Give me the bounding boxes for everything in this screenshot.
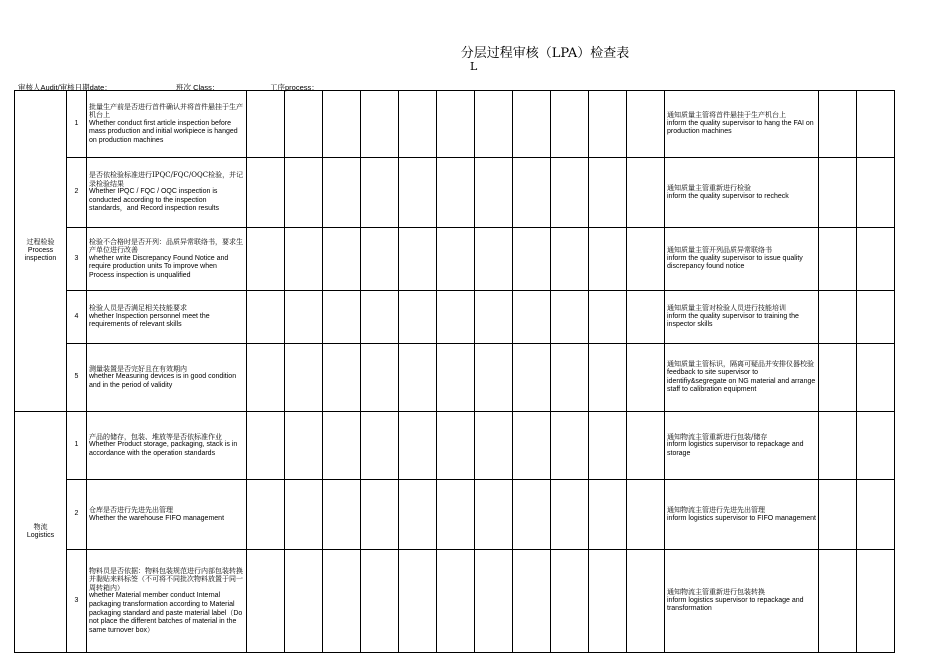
remark-cell[interactable] [857,91,895,158]
class-label: 班次 Class： [176,83,220,92]
audit-result-cell[interactable] [399,344,437,412]
audit-result-cell[interactable] [247,291,285,344]
remark-cell[interactable] [857,480,895,550]
audit-result-cell[interactable] [285,158,323,228]
check-item-en: whether write Discrepancy Found Notice and require production units To improve when Process inspection is unqualified [89,254,229,279]
audit-result-cell[interactable] [551,291,589,344]
remark-cell[interactable] [857,228,895,291]
audit-result-cell[interactable] [475,344,513,412]
remark-cell[interactable] [819,291,857,344]
audit-result-cell[interactable] [399,550,437,653]
audit-result-cell[interactable] [437,344,475,412]
audit-result-cell[interactable] [361,480,399,550]
audit-result-cell[interactable] [399,412,437,480]
audit-result-cell[interactable] [551,480,589,550]
audit-result-cell[interactable] [513,480,551,550]
item-number: 2 [67,158,87,228]
audit-result-cell[interactable] [399,480,437,550]
action-en: inform the quality supervisor to hang the FAI on production machines [667,119,814,136]
item-number: 1 [67,91,87,158]
check-item-cn: 物料员是否依据：物料包装规范进行内部包装转换并黏贴来料标签（不可将不同批次物料放置于同一周转箱内） [89,566,243,592]
audit-result-cell[interactable] [285,228,323,291]
audit-result-cell[interactable] [323,412,361,480]
audit-result-cell[interactable] [589,480,627,550]
audit-result-cell[interactable] [323,344,361,412]
audit-result-cell[interactable] [361,344,399,412]
audit-result-cell[interactable] [589,158,627,228]
audit-result-cell[interactable] [323,550,361,653]
audit-result-cell[interactable] [627,550,665,653]
check-item-cell [87,550,247,653]
action-cell [665,550,819,653]
audit-result-cell[interactable] [361,91,399,158]
action-cn: 通知物流主管进行先进先出管理 [667,505,765,514]
audit-result-cell[interactable] [285,412,323,480]
audit-result-cell[interactable] [361,412,399,480]
action-cell [665,480,819,550]
audit-result-cell[interactable] [247,91,285,158]
item-number: 3 [67,550,87,653]
audit-result-cell[interactable] [247,228,285,291]
audit-result-cell[interactable] [399,158,437,228]
audit-result-cell[interactable] [475,480,513,550]
check-item-cn: 检验不合格时是否开列：品质异常联络书，要求生产单位进行改善 [89,237,243,255]
checklist-row [15,158,895,228]
action-cn: 通知质量主管标识，隔离可疑品并安排仪器校验 [667,360,814,369]
audit-result-cell[interactable] [361,158,399,228]
checklist-row [15,412,895,480]
check-item-cell [87,291,247,344]
audit-result-cell[interactable] [285,480,323,550]
audit-result-cell[interactable] [247,344,285,412]
check-item-en: Whether IPQC / FQC / OQC inspection is conducted according to the inspection standards，and Record inspection results [89,188,219,213]
audit-result-cell[interactable] [323,158,361,228]
audit-result-cell[interactable] [475,412,513,480]
audit-result-cell[interactable] [247,158,285,228]
audit-result-cell[interactable] [551,412,589,480]
audit-result-cell[interactable] [475,291,513,344]
audit-result-cell[interactable] [475,550,513,653]
remark-cell[interactable] [819,344,857,412]
audit-result-cell[interactable] [475,228,513,291]
group-name-cn: 物流 [33,523,48,532]
check-item-cell [87,228,247,291]
page-title: 分层过程审核（LPA）检查表 [460,46,630,61]
audit-result-cell[interactable] [285,91,323,158]
audit-result-cell[interactable] [399,91,437,158]
audit-result-cell[interactable] [399,228,437,291]
audit-result-cell[interactable] [361,291,399,344]
check-item-cell [87,91,247,158]
action-cn: 通知质量主管对检验人员进行技能培训 [667,304,786,313]
action-en: inform the quality supervisor to issue quality discrepancy found notice [667,254,803,271]
remark-cell[interactable] [857,158,895,228]
remark-cell[interactable] [819,228,857,291]
check-item-en: whether Inspection personnel meet the requirements of relevant skills [89,312,210,329]
audit-result-cell[interactable] [589,344,627,412]
check-item-cell [87,344,247,412]
audit-result-cell[interactable] [627,228,665,291]
action-en: feedback to site supervisor to identifiy&segregate on NG material and arrange staff to calibration equipment [667,368,816,394]
action-cn: 通知质量主管将首件悬挂于生产机台上 [667,111,786,120]
audit-result-cell[interactable] [551,550,589,653]
check-item-cn: 测量装置是否完好且在有效期内 [89,364,187,373]
action-cell [665,158,819,228]
remark-cell[interactable] [857,412,895,480]
audit-result-cell[interactable] [589,291,627,344]
audit-result-cell[interactable] [513,158,551,228]
process-label: 工序process： [270,83,319,92]
audit-result-cell[interactable] [589,550,627,653]
audit-result-cell[interactable] [475,158,513,228]
check-item-en: Whether Product storage, packaging, stack is in accordance with the operation standards [89,441,238,457]
audit-result-cell[interactable] [361,228,399,291]
audit-result-cell[interactable] [323,291,361,344]
checklist-row [15,550,895,653]
action-en: inform logistics supervisor to repackage and storage [667,441,804,457]
action-cell [665,344,819,412]
item-number: 3 [67,228,87,291]
audit-result-cell[interactable] [399,291,437,344]
item-number: 4 [67,291,87,344]
group-name-cn: 过程检验 [26,238,55,247]
check-item-en: whether Material member conduct Internal packaging transformation according to Material packaging standard and paste material label（Do not place the different batches of material in the same turnover box） [89,592,243,634]
check-item-cn: 仓库是否进行先进先出管理 [89,505,173,514]
remark-cell[interactable] [819,158,857,228]
audit-result-cell[interactable] [513,550,551,653]
action-cell [665,228,819,291]
remark-cell[interactable] [857,344,895,412]
audit-result-cell[interactable] [285,291,323,344]
audit-result-cell[interactable] [627,91,665,158]
audit-result-cell[interactable] [513,344,551,412]
audit-result-cell[interactable] [589,228,627,291]
check-item-cn: 产品的储存，包装、堆放等是否依标准作业 [89,432,222,441]
remark-cell[interactable] [819,91,857,158]
audit-result-cell[interactable] [437,291,475,344]
group-name-en: Logistics [26,532,55,539]
lpa-checklist-table [14,90,895,653]
group-name-en: Process inspection [24,246,57,263]
item-number: 1 [67,412,87,480]
audit-result-cell[interactable] [323,228,361,291]
audit-result-cell[interactable] [285,550,323,653]
audit-result-cell[interactable] [437,412,475,480]
audit-result-cell[interactable] [437,228,475,291]
check-item-cell [87,412,247,480]
remark-cell[interactable] [857,291,895,344]
audit-result-cell[interactable] [551,228,589,291]
checklist-row [15,344,895,412]
checklist-row [15,91,895,158]
action-cn: 通知物流主管重新进行包装转换 [667,588,765,597]
check-item-cn: 检验人员是否满足相关技能要求 [89,304,187,313]
audit-result-cell[interactable] [323,480,361,550]
audit-result-cell[interactable] [247,412,285,480]
audit-result-cell[interactable] [437,550,475,653]
check-item-en: Whether conduct first article inspection before mass production and initial workpiece is hanged on production machines [89,119,238,144]
item-number: 5 [67,344,87,412]
action-en: inform the quality supervisor to training the inspector skills [667,312,799,329]
action-en: inform the quality supervisor to recheck [667,192,789,200]
page-subtitle: L [470,60,478,73]
check-item-cn: 批量生产前是否进行首件确认并将首件悬挂于生产机台上 [89,102,243,120]
checklist-row [15,480,895,550]
audit-result-cell[interactable] [513,291,551,344]
audit-result-cell[interactable] [323,91,361,158]
audit-result-cell[interactable] [627,344,665,412]
audit-result-cell[interactable] [627,291,665,344]
remark-cell[interactable] [819,480,857,550]
action-en: inform logistics supervisor to FIFO management [667,514,816,522]
audit-result-cell[interactable] [627,412,665,480]
audit-result-cell[interactable] [437,158,475,228]
audit-result-cell[interactable] [437,480,475,550]
audit-result-cell[interactable] [513,228,551,291]
audit-result-cell[interactable] [285,344,323,412]
audit-result-cell[interactable] [247,480,285,550]
checklist-row [15,228,895,291]
check-item-en: Whether the warehouse FIFO management [89,514,225,522]
check-item-cell [87,480,247,550]
group-cell [15,91,67,412]
audit-result-cell[interactable] [437,91,475,158]
action-cell [665,91,819,158]
action-cn: 通知质量主管重新进行检验 [667,183,751,192]
item-number: 2 [67,480,87,550]
action-cell [665,412,819,480]
checklist-row [15,291,895,344]
audit-result-cell[interactable] [627,480,665,550]
audit-result-cell[interactable] [361,550,399,653]
action-cn: 通知质量主管开列品质异常联络书 [667,246,772,255]
auditor-label: 审核人Audit/审核日期date： [18,83,112,92]
audit-result-cell[interactable] [551,158,589,228]
audit-result-cell[interactable] [247,550,285,653]
audit-result-cell[interactable] [475,91,513,158]
audit-result-cell[interactable] [627,158,665,228]
audit-result-cell[interactable] [589,91,627,158]
audit-result-cell[interactable] [551,344,589,412]
audit-result-cell[interactable] [513,91,551,158]
remark-cell[interactable] [819,550,857,653]
action-cn: 通知物流主管重新进行包装/储存 [667,432,768,441]
action-en: inform logistics supervisor to repackage and transformation [667,596,804,613]
check-item-cell [87,158,247,228]
check-item-en: whether Measuring devices is in good condition and in the period of validity [89,373,237,389]
audit-result-cell[interactable] [513,412,551,480]
audit-result-cell[interactable] [551,91,589,158]
remark-cell[interactable] [819,412,857,480]
audit-result-cell[interactable] [589,412,627,480]
group-cell [15,412,67,653]
remark-cell[interactable] [857,550,895,653]
action-cell [665,291,819,344]
check-item-cn: 是否依检验标准进行IPQC/FQC/OQC检验，并记录检验结果 [89,171,244,188]
